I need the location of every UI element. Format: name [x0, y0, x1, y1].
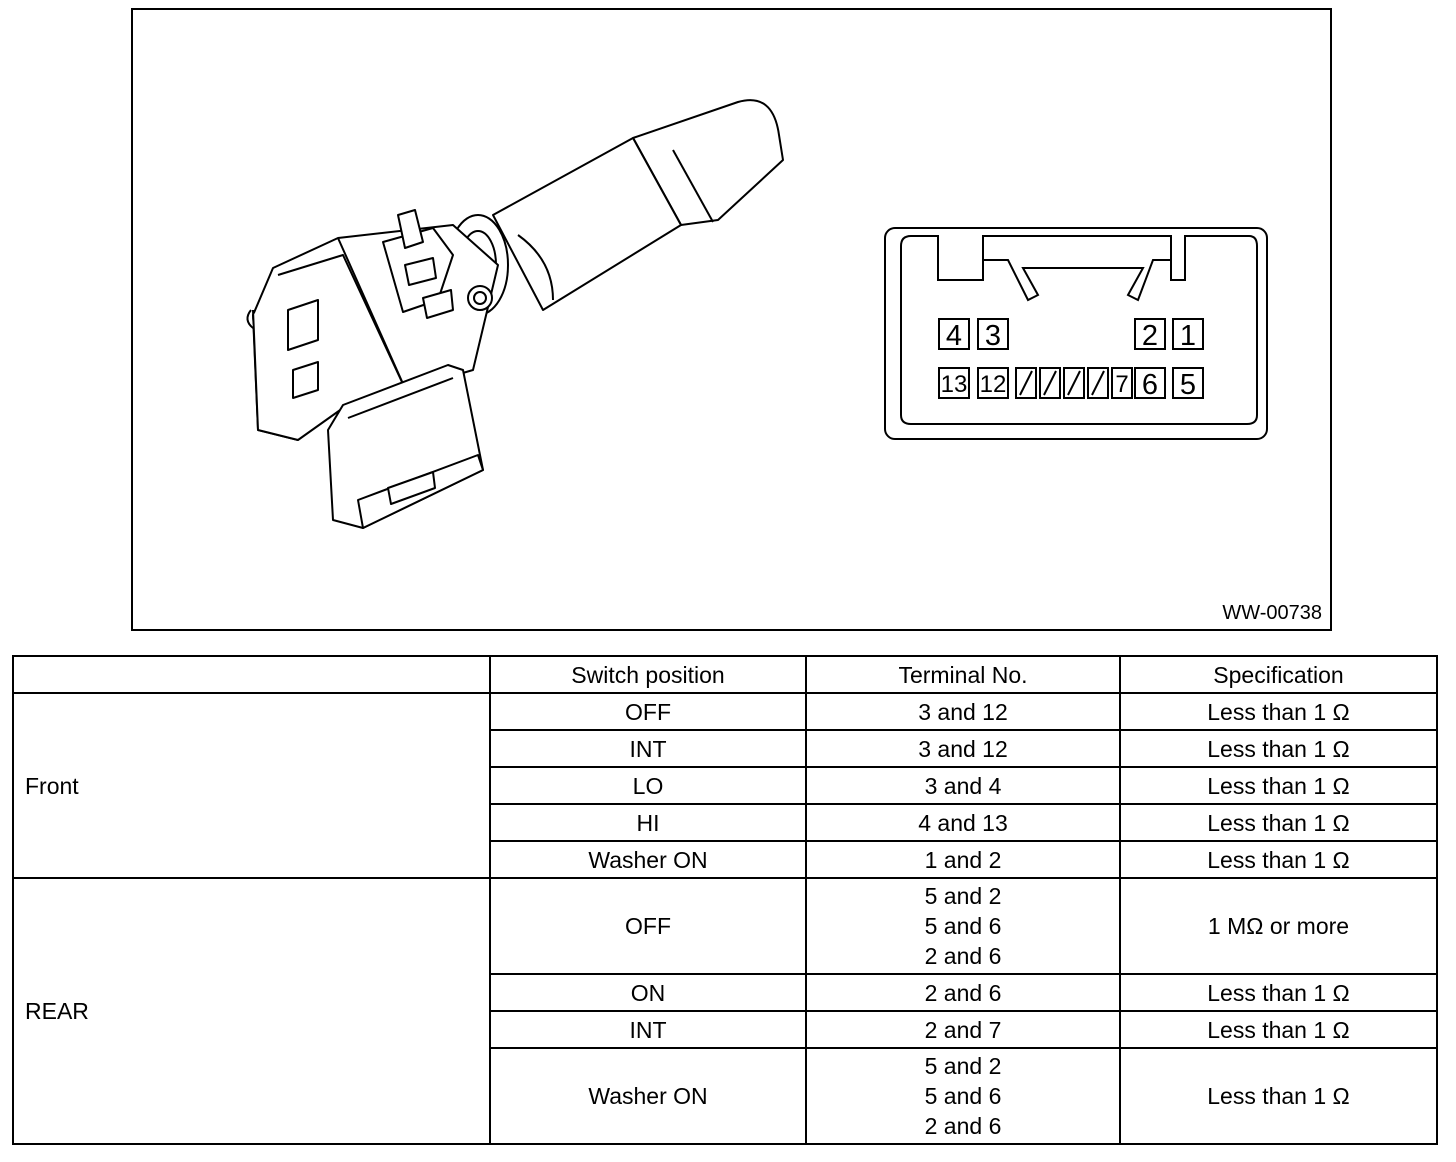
terminal-pair: 2 and 6: [924, 943, 1002, 969]
terminal-no: 3 and 4: [806, 767, 1120, 804]
switch-position: LO: [490, 767, 806, 804]
table-row: [13, 878, 1437, 974]
terminal-pair: 5 and 2: [924, 883, 1002, 909]
switch-position: INT: [490, 730, 806, 767]
specification: Less than 1 Ω: [1120, 730, 1437, 767]
table-row: [13, 693, 1437, 730]
specification: 1 MΩ or more: [1120, 878, 1437, 974]
switch-position: ON: [490, 974, 806, 1011]
terminal-no: 1 and 2: [806, 841, 1120, 878]
wiper-switch-drawing: [133, 10, 1330, 629]
terminal-12-label: 12: [979, 371, 1007, 398]
specification: Less than 1 Ω: [1120, 804, 1437, 841]
switch-position: INT: [490, 1011, 806, 1048]
table-header-row: [13, 656, 1437, 693]
switch-position: OFF: [490, 693, 806, 730]
header-terminal-no: Terminal No.: [806, 656, 1120, 693]
specification: Less than 1 Ω: [1120, 841, 1437, 878]
header-blank: [13, 656, 490, 693]
terminal-no: 4 and 13: [806, 804, 1120, 841]
switch-position: Washer ON: [490, 841, 806, 878]
terminal-pair: 5 and 6: [924, 913, 1002, 939]
header-specification: Specification: [1120, 656, 1437, 693]
connector-face-diagram: [885, 228, 1267, 439]
terminal-pair: 5 and 6: [924, 1083, 1002, 1109]
specification: Less than 1 Ω: [1120, 767, 1437, 804]
group-rear: REAR: [13, 878, 490, 1144]
terminal-4-label: 4: [945, 320, 963, 352]
terminal-13-label: 13: [940, 371, 968, 398]
terminal-no: [806, 1048, 1120, 1144]
terminal-no: 3 and 12: [806, 730, 1120, 767]
terminal-5-label: 5: [1179, 369, 1197, 401]
specification: Less than 1 Ω: [1120, 693, 1437, 730]
switch-position: OFF: [490, 878, 806, 974]
specification: Less than 1 Ω: [1120, 1048, 1437, 1144]
terminal-7-label: 7: [1115, 371, 1129, 398]
combination-switch-illustration: [247, 100, 783, 528]
group-front: Front: [13, 693, 490, 878]
terminal-no: [806, 878, 1120, 974]
specification: Less than 1 Ω: [1120, 974, 1437, 1011]
terminal-pair: 2 and 6: [924, 1113, 1002, 1139]
terminal-6-label: 6: [1141, 369, 1159, 401]
switch-spec-table: [12, 655, 1438, 1145]
terminal-pair: 5 and 2: [924, 1053, 1002, 1079]
figure-id-label: WW-00738: [1222, 602, 1322, 624]
specification: Less than 1 Ω: [1120, 1011, 1437, 1048]
terminal-no: 2 and 7: [806, 1011, 1120, 1048]
switch-position: Washer ON: [490, 1048, 806, 1144]
header-switch-position: Switch position: [490, 656, 806, 693]
terminal-3-label: 3: [984, 320, 1002, 352]
terminal-no: 3 and 12: [806, 693, 1120, 730]
terminal-no: 2 and 6: [806, 974, 1120, 1011]
wiper-switch-figure: [131, 8, 1332, 631]
terminal-2-label: 2: [1141, 320, 1159, 352]
switch-position: HI: [490, 804, 806, 841]
terminal-1-label: 1: [1179, 320, 1197, 352]
